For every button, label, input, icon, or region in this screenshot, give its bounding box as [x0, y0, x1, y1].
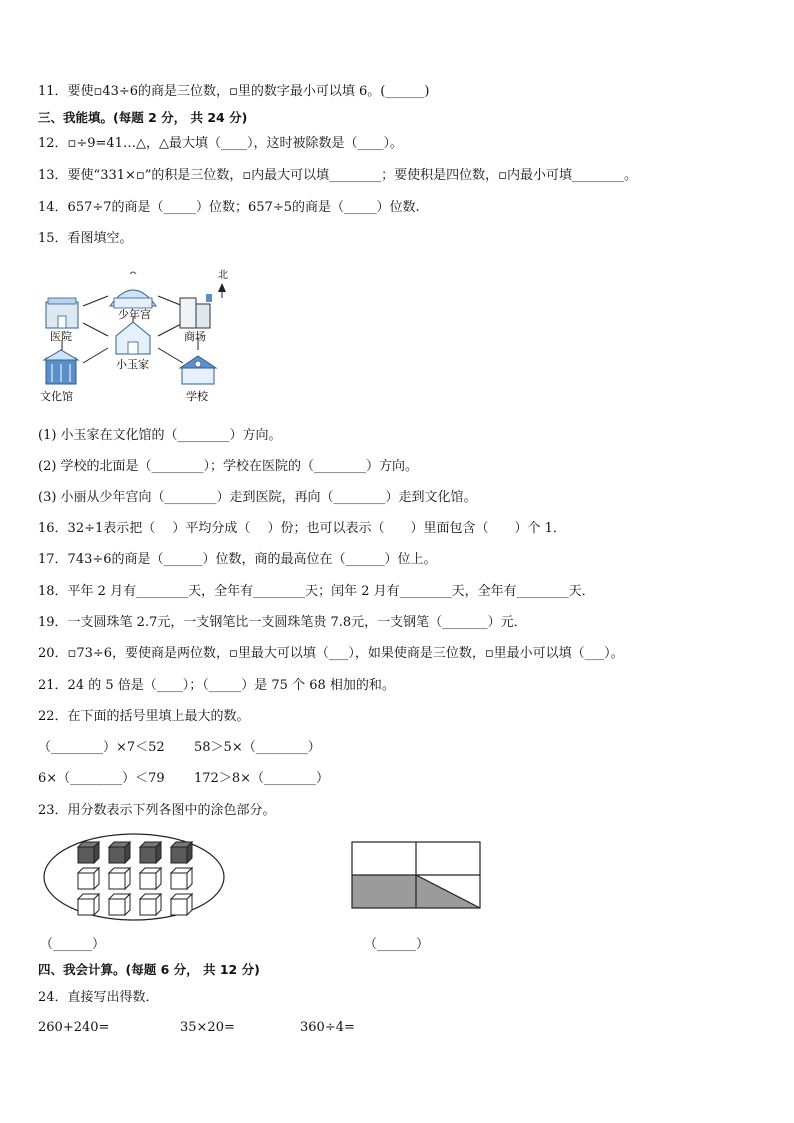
cube-icon [78, 868, 99, 889]
shaded-cell [352, 875, 416, 908]
question-19: 19．一支圆珠笔 2.7元，一支钢笔比一支圆珠笔贵 7.8元，一支钢笔（_______）元． [38, 615, 527, 630]
question-15-2: (2) 学校的北面是（________）；学校在医院的（________）方向。 [38, 459, 419, 474]
north-label: 北 [218, 270, 228, 281]
calc-b: 35×20= [180, 1020, 235, 1035]
question-24: 24．直接写出得数． [38, 990, 159, 1005]
home-icon [116, 322, 150, 354]
shaded-rectangle-figure [350, 840, 482, 910]
section-4-heading: 四、我会计算。(每题 6 分， 共 12 分) [38, 962, 260, 977]
question-14: 14．657÷7的商是（_____）位数；657÷5的商是（_____）位数. [38, 200, 420, 215]
school-icon [180, 356, 216, 384]
question-11: 11．要使▫43÷6的商是三位数，▫里的数字最小可以填 6。(______) [38, 84, 430, 99]
question-21: 21．24 的 5 倍是（____）；（_____）是 75 个 68 相加的和。 [38, 678, 395, 693]
question-22-b: 58＞5×（________） [194, 740, 321, 755]
culture-hall-icon [44, 350, 78, 384]
question-20: 20．▫73÷6，要使商是两位数，▫里最大可以填（___），如果使商是三位数，▫里最小可以填（___）。 [38, 646, 624, 661]
cubes-in-oval-figure [42, 832, 226, 922]
section-3-heading: 三、我能填。(每题 2 分， 共 24 分) [38, 110, 248, 125]
north-arrow-icon [218, 283, 226, 298]
mall-label: 商场 [184, 330, 206, 343]
question-22-a: （________）×7＜52 [38, 740, 165, 755]
home-label: 小玉家 [116, 358, 149, 371]
question-23-blank-2: （______） [364, 937, 430, 952]
direction-map [38, 268, 238, 408]
calc-a: 260+240= [38, 1020, 110, 1035]
question-22: 22．在下面的括号里填上最大的数。 [38, 709, 250, 724]
mall-icon [180, 294, 212, 328]
culture-hall-label: 文化馆 [40, 390, 73, 403]
shaded-cube-icon [140, 842, 161, 863]
cube-icon [109, 868, 130, 889]
question-15: 15．看图填空。 [38, 231, 133, 246]
shaded-cube-icon [78, 842, 99, 863]
question-15-1: (1) 小玉家在文化馆的（________）方向。 [38, 428, 282, 443]
question-16: 16．32÷1表示把（ ）平均分成（ ）份；也可以表示（ ）里面包含（ ）个 1． [38, 521, 566, 536]
cube-icon [171, 868, 192, 889]
question-23: 23．用分数表示下列各图中的涂色部分。 [38, 803, 276, 818]
youth-palace-icon [110, 272, 156, 308]
question-22-c: 6×（________）＜79 [38, 771, 165, 786]
question-13: 13．要使“331×▫”的积是三位数，▫内最大可以填________；要使积是四位数，▫内最小可填________。 [38, 168, 637, 183]
question-22-d: 172＞8×（________） [194, 771, 329, 786]
question-12: 12．▫÷9=41…△，△最大填（____），这时被除数是（____）。 [38, 136, 403, 151]
calc-c: 360÷4= [300, 1020, 355, 1035]
cube-icon [78, 894, 99, 915]
cube-icon [140, 868, 161, 889]
hospital-icon [46, 298, 78, 328]
question-15-3: (3) 小丽从少年宫向（________）走到医院，再向（________）走到文化馆。 [38, 490, 477, 505]
cube-icon [171, 894, 192, 915]
youth-palace-label: 少年宫 [118, 308, 151, 321]
question-23-blank-1: （______） [40, 937, 106, 952]
hospital-label: 医院 [50, 330, 72, 343]
question-17: 17．743÷6的商是（______）位数，商的最高位在（______）位上。 [38, 552, 437, 567]
shaded-cube-icon [171, 842, 192, 863]
cube-icon [109, 894, 130, 915]
school-label: 学校 [186, 390, 208, 403]
question-18: 18．平年 2 月有________天，全年有________天；闰年 2 月有________天，全年有________天． [38, 584, 595, 599]
cube-icon [140, 894, 161, 915]
shaded-cube-icon [109, 842, 130, 863]
